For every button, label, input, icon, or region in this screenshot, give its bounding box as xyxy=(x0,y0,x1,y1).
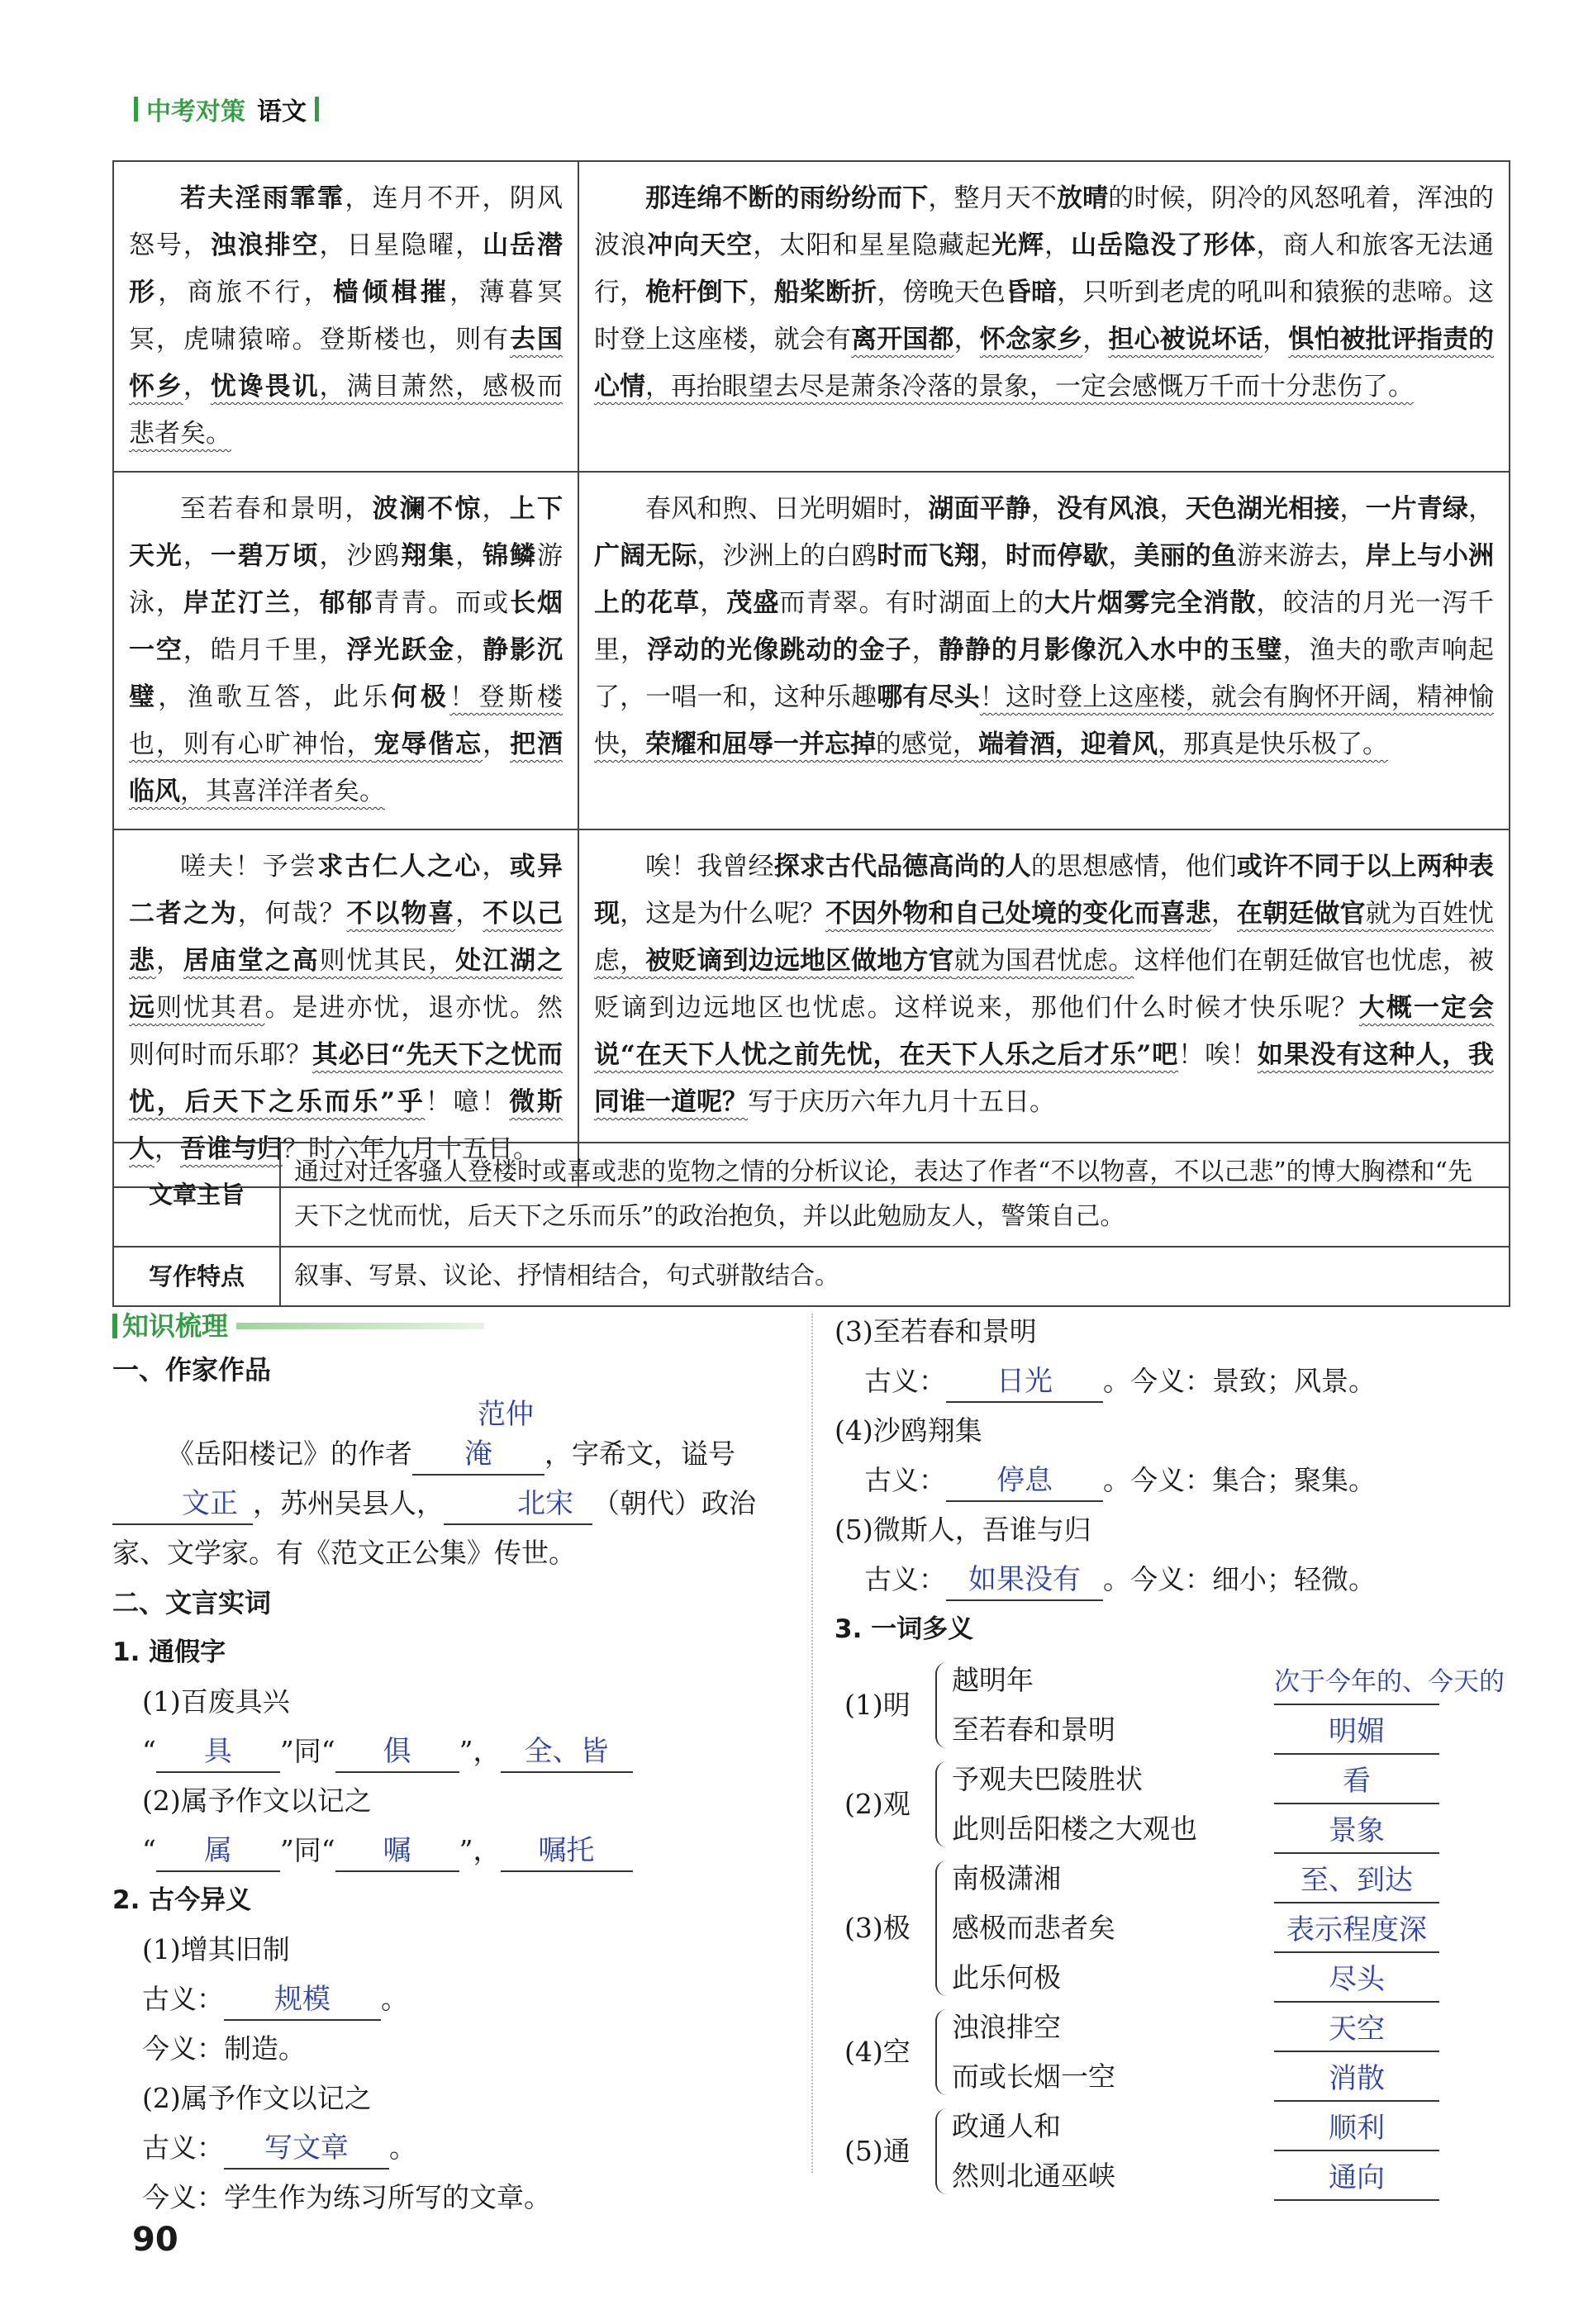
text-segment: 岸上与小洲上的花草 xyxy=(593,541,1495,618)
answer-blank[interactable]: 规模 xyxy=(224,1979,381,2021)
text-segment: 那连绵不断的雨纷纷而下 xyxy=(644,183,929,213)
text-segment: 吾谁与归 xyxy=(180,1134,283,1164)
polysemy-group xyxy=(835,1656,1562,1755)
polysemy-word: (4)空 xyxy=(844,2036,911,2068)
polysemy-answers xyxy=(1274,1854,1439,2003)
column-divider xyxy=(811,1314,813,2173)
section-header xyxy=(112,1307,790,1345)
text-segment: 锦鳞 xyxy=(483,541,538,571)
text-segment: 时而飞翔 xyxy=(877,541,980,571)
text-segment: ，这是为什么呢？ xyxy=(620,899,826,929)
text: （朝代）政治家、文学家。有《范文正公集》传世。 xyxy=(112,1487,756,1569)
answer-blank[interactable]: 俱 xyxy=(335,1732,459,1773)
header-bar-end xyxy=(315,97,319,121)
polysemy-group xyxy=(835,2102,1562,2201)
text-translation-table xyxy=(112,160,1510,1188)
text-segment: ，渔歌互答，此乐 xyxy=(158,682,392,712)
text-segment: 浊浪排空 xyxy=(210,230,320,260)
text-segment: ， xyxy=(953,325,980,354)
answer-blank[interactable]: 如果没有 xyxy=(946,1560,1103,1601)
text-segment: ，再抬眼望去尽是萧条冷落的景象，一定会感慨万千而十分悲伤了。 xyxy=(644,372,1414,402)
original-text xyxy=(129,844,563,1173)
modern-meaning: 细小；轻微。 xyxy=(1212,1563,1376,1595)
polysemy-word: (2)观 xyxy=(844,1788,911,1820)
example-sentence: 浊浪排空 xyxy=(952,2011,1061,2043)
answer-blank[interactable]: 尽头 xyxy=(1274,1958,1439,2003)
text-segment: 浮光跃金 xyxy=(346,635,456,665)
text-segment: 一碧万顷 xyxy=(210,541,320,571)
tongjia-answer-line xyxy=(112,1727,790,1776)
modern-meaning: 制造。 xyxy=(224,2032,306,2065)
running-header xyxy=(126,93,327,126)
text-segment: 大片烟雾完全消散 xyxy=(1044,588,1257,618)
gujin-item: (3)至若春和景明 xyxy=(835,1315,1037,1347)
text-segment: 的感觉， xyxy=(875,730,978,759)
text-segment: 哪有尽头 xyxy=(877,682,980,712)
text-segment: ， xyxy=(700,588,727,618)
polysemy-examples xyxy=(952,1656,1274,1755)
section-rule xyxy=(236,1323,484,1329)
text-segment: 大概一定会说“在天下人忧之前先忧，在天下人乐之后才乐”吧 xyxy=(593,993,1495,1070)
features-label: 写作特点 xyxy=(113,1247,280,1306)
text-segment: ，满目萧然，感极而悲者矣。 xyxy=(129,372,563,449)
text-segment: 居庙堂之高 xyxy=(183,946,320,976)
modern-meaning: 学生作为练习所写的文章。 xyxy=(224,2181,551,2213)
answer-blank[interactable]: 消散 xyxy=(1274,2057,1439,2102)
text-segment: ， xyxy=(1044,230,1072,260)
section-title: 知识梳理 xyxy=(122,1310,229,1342)
answer-blank[interactable]: 写文章 xyxy=(224,2128,389,2170)
text-segment: 静影沉璧 xyxy=(129,635,563,712)
text-segment: ，太阳和星星隐藏起 xyxy=(753,230,991,260)
text-segment: 离开国都 xyxy=(851,325,954,354)
subject-title: 语文 xyxy=(257,97,307,126)
text-segment: 或许不同于以上两种表现 xyxy=(593,852,1495,929)
example-sentence: 此乐何极 xyxy=(952,1961,1061,1994)
answer-blank[interactable]: 天空 xyxy=(1274,2008,1439,2052)
text-segment: 荣耀和屈辱一并忘掉 xyxy=(644,730,876,759)
example-sentence: 政通人和 xyxy=(952,2110,1061,2142)
quote: “ xyxy=(142,1834,156,1866)
text-segment: 则忧其民， xyxy=(319,946,456,976)
gujin-modern xyxy=(112,2024,790,2074)
text-segment: 去国怀乡 xyxy=(129,325,563,402)
original-text xyxy=(129,486,563,815)
text: ”同“ xyxy=(279,1834,335,1866)
text-segment: ， xyxy=(292,588,320,618)
table-row xyxy=(113,829,1510,1187)
label: 古义： xyxy=(864,1464,946,1496)
text-segment: 若夫淫雨霏霏 xyxy=(180,183,345,213)
text-segment: 处江湖之远 xyxy=(129,946,563,1023)
text-segment: 端着酒，迎着风 xyxy=(977,730,1158,759)
author-paragraph xyxy=(112,1395,790,1578)
text-segment: ，日星隐曜， xyxy=(319,230,483,260)
text-segment: ！登斯楼也，则有心旷神怡， xyxy=(129,682,563,759)
text-segment: 昏暗 xyxy=(1005,278,1058,307)
polysemy-examples xyxy=(952,2003,1274,2102)
text-segment: ， xyxy=(1210,899,1237,929)
text-segment: 不以己悲 xyxy=(129,899,563,976)
original-cell xyxy=(113,829,578,1187)
answer-blank[interactable]: 日光 xyxy=(946,1362,1103,1403)
polysemy-examples xyxy=(952,1755,1274,1854)
text-segment: 怀念家乡 xyxy=(979,325,1083,354)
text-segment: ， xyxy=(748,278,774,307)
brace xyxy=(935,1662,947,1748)
translation-text xyxy=(594,844,1494,1126)
example-sentence: 越明年 xyxy=(952,1664,1034,1696)
text-segment: ， xyxy=(1468,494,1495,524)
text-segment: 被贬谪到边远地区做地方官 xyxy=(645,946,954,976)
text-segment: ，傍晚天色 xyxy=(877,278,1006,307)
text-segment: 。是进亦忧，退亦忧。然则何时而乐耶？ xyxy=(129,993,563,1070)
text-segment: 美丽的鱼 xyxy=(1134,541,1237,571)
text-segment: 不以物喜 xyxy=(346,899,456,929)
text: ，字希文，谥号 xyxy=(544,1438,735,1470)
label: 今义： xyxy=(142,2181,224,2213)
polysemy-examples xyxy=(952,1854,1274,2003)
text-segment: 没有风浪 xyxy=(1057,494,1160,524)
section-bar xyxy=(112,1314,117,1338)
answer-blank[interactable]: 看 xyxy=(1274,1760,1439,1804)
example-sentence: 感极而悲者矣 xyxy=(952,1912,1115,1944)
text-segment: 担心被说坏话 xyxy=(1108,325,1263,354)
text-segment: ，连月不开，阴风怒号， xyxy=(129,183,563,260)
text-segment: 翔集 xyxy=(401,541,456,571)
gujin-item: (2)属予作文以记之 xyxy=(142,2082,372,2114)
text-segment: ， xyxy=(1082,325,1109,354)
text-segment: ，皎洁的月光一泻千里， xyxy=(593,588,1495,665)
text-segment: 写于庆历六年九月十五日。 xyxy=(747,1087,1055,1117)
tongjia-item: (1)百废具兴 xyxy=(142,1685,290,1718)
example-sentence: 然则北通巫峡 xyxy=(952,2160,1115,2192)
text-segment: 而青翠。有时湖面上的 xyxy=(779,588,1045,618)
text-segment: 一片青绿 xyxy=(1365,494,1469,524)
translation-cell xyxy=(578,161,1510,472)
text-segment: 求古仁人之心 xyxy=(317,852,483,882)
theme-value: 通过对迁客骚人登楼时或喜或悲的览物之情的分析议论，表达了作者“不以物喜，不以己悲”的博大胸襟和“先天下之忧而忧，后天下之乐而乐”的政治抱负，并以此勉励友人，警策自己。 xyxy=(280,1143,1510,1247)
text-segment: ， xyxy=(455,899,483,929)
heading-polysemy: 3. 一词多义 xyxy=(835,1614,974,1644)
text-segment: 的时候，阴冷的风怒吼着，浑浊的波浪 xyxy=(593,183,1495,260)
label: 今义： xyxy=(142,2032,224,2065)
text-segment: 茂盛 xyxy=(726,588,780,618)
table-row xyxy=(113,1247,1510,1306)
text-segment: 或异二者之为 xyxy=(129,852,563,929)
text-segment: 静静的月影像沉入水中的玉璧 xyxy=(938,635,1283,665)
text-segment: ，何哉？ xyxy=(237,899,347,929)
text-segment: ，皓月千里， xyxy=(183,635,347,665)
gujin-ancient: 古义： 写文章 。 xyxy=(112,2123,790,2173)
brace xyxy=(935,1761,947,1847)
text-segment: ，薄暮冥冥，虎啸猿啼。登斯楼也，则有 xyxy=(129,278,563,354)
tongjia-item: (2)属予作文以记之 xyxy=(142,1785,372,1817)
table-row xyxy=(113,1143,1510,1247)
gujin-line: 古义： 日光 。今义：景致；风景。 xyxy=(835,1357,1562,1406)
original-text xyxy=(129,175,563,458)
table-row xyxy=(113,472,1510,829)
modern-meaning: 集合；聚集。 xyxy=(1212,1464,1376,1496)
gujin-modern xyxy=(112,2173,790,2222)
text-segment: ， xyxy=(483,730,511,759)
answer-posthumous-name[interactable]: 文正 xyxy=(112,1484,253,1525)
text-segment: 惧怕被批评指责的心情 xyxy=(593,325,1495,402)
left-column xyxy=(112,1307,790,2222)
text-segment: 波澜不惊 xyxy=(372,494,483,524)
polysemy-word: (5)通 xyxy=(844,2135,911,2167)
gujin-line: 古义： 停息 。今义：集合；聚集。 xyxy=(835,1456,1562,1505)
text-segment: ， xyxy=(482,852,510,882)
text-segment: ， xyxy=(482,494,510,524)
text-segment: ，整月天不 xyxy=(928,183,1058,213)
label: 古义： xyxy=(142,2132,224,2164)
gujin-line: 古义： 如果没有 。今义：细小；轻微。 xyxy=(835,1555,1562,1604)
answer-blank[interactable]: 具 xyxy=(156,1732,280,1773)
text-segment: ， xyxy=(1339,494,1366,524)
text-segment: 郁郁 xyxy=(319,588,374,618)
text-segment: ，那真是快乐极了。 xyxy=(1157,730,1388,759)
text-segment: 春风和煦、日光明媚时， xyxy=(644,494,929,524)
translation-text xyxy=(594,486,1494,768)
text-segment: 游泳， xyxy=(129,541,563,618)
text-segment: 微斯人 xyxy=(129,1087,563,1164)
text: ”， xyxy=(459,1834,501,1866)
answer-blank[interactable]: 通向 xyxy=(1274,2156,1439,2201)
text: ”同“ xyxy=(279,1735,335,1767)
text-segment: 宠辱偕忘 xyxy=(373,730,483,759)
text-segment: 时而停歇 xyxy=(1005,541,1109,571)
text-segment: ， xyxy=(183,372,211,402)
text: ”， xyxy=(459,1735,501,1767)
text-segment: ， xyxy=(1108,541,1134,571)
answer-blank[interactable]: 明媚 xyxy=(1274,1710,1439,1755)
text-segment: ！这时登上这座楼，就会有胸怀开阔，精神愉快， xyxy=(593,682,1495,759)
gujin-item: (1)增其旧制 xyxy=(142,1933,290,1965)
polysemy-answers xyxy=(1274,2102,1439,2201)
right-column xyxy=(835,1307,1562,2201)
original-cell xyxy=(113,472,578,829)
answer-author[interactable]: 范仲淹 xyxy=(412,1395,544,1476)
example-sentence: 予观夫巴陵胜状 xyxy=(952,1763,1143,1795)
text-segment: ， xyxy=(911,635,939,665)
text-segment: ，渔夫的歌声响起了，一唱一和，这种乐趣 xyxy=(593,635,1495,712)
text-segment: 上下天光 xyxy=(129,494,563,571)
brace xyxy=(935,2009,947,2095)
text-segment: 放晴 xyxy=(1057,183,1109,213)
text-segment: ， xyxy=(455,635,483,665)
text-segment: ，沙洲上的白鸥 xyxy=(697,541,877,571)
translation-text xyxy=(594,175,1494,411)
text-segment: ， xyxy=(1159,494,1186,524)
text-segment: 探求古代品德高尚的人 xyxy=(773,852,1031,882)
polysemy-list xyxy=(835,1656,1562,2201)
label: 古义： xyxy=(864,1365,946,1397)
answer-blank[interactable]: 景象 xyxy=(1274,1809,1439,1854)
text-segment: 山岳隐没了形体 xyxy=(1071,230,1257,260)
polysemy-group xyxy=(835,1854,1562,2003)
header-bar xyxy=(134,97,138,121)
quote: “ xyxy=(142,1735,156,1767)
theme-label: 文章主旨 xyxy=(113,1143,280,1247)
text-segment: 岸芷汀兰 xyxy=(183,588,292,618)
gujin-item: (5)微斯人，吾谁与归 xyxy=(835,1514,1091,1546)
text-segment: 冲向天空 xyxy=(647,230,754,260)
text-segment: 则忧其君 xyxy=(155,993,265,1023)
text-segment: 山岳潜形 xyxy=(129,230,563,307)
label: 今义： xyxy=(1130,1365,1212,1397)
polysemy-group xyxy=(835,2003,1562,2102)
translation-cell xyxy=(578,472,1510,829)
text-segment: ， xyxy=(455,541,483,571)
features-value: 叙事、写景、议论、抒情相结合，句式骈散结合。 xyxy=(280,1247,1510,1306)
text-segment: ， xyxy=(155,1134,180,1164)
polysemy-word: (3)极 xyxy=(844,1912,911,1944)
polysemy-group xyxy=(835,1755,1562,1854)
brace xyxy=(935,2108,947,2194)
translation-cell xyxy=(578,829,1510,1187)
tongjia-answer-line xyxy=(112,1826,790,1875)
text-segment: ，商人和旅客无法通行， xyxy=(593,230,1495,307)
text-segment: ， xyxy=(155,946,183,976)
text-segment: 就为国君忧虑。 xyxy=(953,946,1134,976)
brace xyxy=(935,1861,947,1996)
text: ，苏州吴县人， xyxy=(253,1487,444,1519)
answer-blank[interactable]: 至、到达 xyxy=(1274,1859,1439,1903)
answer-blank[interactable]: 嘱 xyxy=(335,1831,459,1872)
text-segment: 唉！我曾经 xyxy=(644,852,774,882)
polysemy-answers xyxy=(1274,1755,1439,1854)
answer-blank[interactable]: 停息 xyxy=(946,1461,1103,1502)
answer-blank[interactable]: 顺利 xyxy=(1274,2107,1439,2151)
heading-gujin: 2. 古今异义 xyxy=(112,1885,252,1915)
page-number: 90 xyxy=(132,2221,178,2259)
text-segment: 至若春和景明， xyxy=(180,494,373,524)
label: 今义： xyxy=(1130,1563,1212,1595)
heading-authors: 一、作家作品 xyxy=(112,1354,272,1385)
text-segment: 长烟一空 xyxy=(129,588,563,665)
text-segment: 不因外物和自己处境的变化而喜悲 xyxy=(825,899,1211,929)
example-sentence: 而或长烟一空 xyxy=(952,2060,1115,2093)
text-segment: 嗟夫！予尝 xyxy=(180,852,318,882)
answer-blank[interactable]: 属 xyxy=(156,1831,280,1872)
text-segment: 把酒临风 xyxy=(129,730,563,806)
text-segment: 湖面平静 xyxy=(928,494,1031,524)
text-segment: 樯倾楫摧 xyxy=(333,278,450,307)
heading-tongjia: 1. 通假字 xyxy=(112,1637,226,1667)
text-segment: 如果没有这种人，我同谁一道呢？ xyxy=(593,1040,1494,1117)
answer-blank[interactable]: 嘱托 xyxy=(501,1831,633,1872)
text-segment: 广阔无际 xyxy=(593,541,697,571)
polysemy-answers xyxy=(1274,1656,1505,1755)
text-segment: ，其喜洋洋者矣。 xyxy=(180,777,385,806)
gujin-ancient: 古义： 规模 。 xyxy=(112,1975,790,2024)
summary-table xyxy=(112,1142,1510,1307)
label: 古义： xyxy=(142,1983,224,2015)
text-segment: ， xyxy=(979,541,1006,571)
answer-dynasty[interactable]: 北宋 xyxy=(444,1484,592,1525)
text-segment: 游来游去， xyxy=(1237,541,1366,571)
table-row xyxy=(113,161,1510,472)
text-segment: 在朝廷做官 xyxy=(1236,899,1366,929)
text-segment: ， xyxy=(183,541,211,571)
example-sentence: 南极潇湘 xyxy=(952,1862,1061,1894)
polysemy-word: (1)明 xyxy=(844,1689,911,1721)
text-segment: ，沙鸥 xyxy=(319,541,402,571)
text-segment: 就为百姓忧虑， xyxy=(593,899,1495,976)
text-segment: ， xyxy=(1263,325,1289,354)
text-segment: 桅杆倒下 xyxy=(645,278,749,307)
series-title: 中考对策 xyxy=(146,97,245,126)
text-segment: ！唉！ xyxy=(1178,1040,1258,1070)
example-sentence: 至若春和景明 xyxy=(952,1713,1115,1746)
label: 今义： xyxy=(1130,1464,1212,1496)
text-segment: 青青。而或 xyxy=(373,588,511,618)
answer-blank[interactable]: 表示程度深 xyxy=(1274,1908,1439,1953)
text-segment: ，只听到老虎的吼叫和猿猴的悲啼。这时登上这座楼，就会有 xyxy=(593,278,1495,354)
label: 古义： xyxy=(864,1563,946,1595)
text-segment: 何极 xyxy=(391,682,450,712)
text-segment: 这样他们在朝廷做官也忧虑，被贬谪到边远地区也忧虑。这样说来，那他们什么时候才快乐呢？ xyxy=(593,946,1495,1023)
text-segment: 浮动的光像跳动的金子 xyxy=(647,635,912,665)
text-segment: 天色湖光相接 xyxy=(1185,494,1340,524)
text: 《岳阳楼记》的作者 xyxy=(167,1438,412,1470)
original-cell xyxy=(113,161,578,472)
text-segment: 的思想感情，他们 xyxy=(1030,852,1237,882)
text-segment: 船桨断折 xyxy=(773,278,877,307)
answer-blank[interactable]: 全、皆 xyxy=(501,1732,633,1773)
text-segment: 忧谗畏讥 xyxy=(210,372,320,402)
heading-vocab: 二、文言实词 xyxy=(112,1587,272,1618)
text-segment: ！噫！ xyxy=(425,1087,510,1117)
example-sentence: 此则岳阳楼之大观也 xyxy=(952,1813,1197,1845)
text-segment: 光辉 xyxy=(991,230,1045,260)
text-segment: 其必曰“先天下之忧而忧，后天下之乐而乐”乎 xyxy=(129,1040,563,1117)
answer-blank[interactable]: 次于今年的、今天的 xyxy=(1274,1661,1439,1705)
polysemy-answers xyxy=(1274,2003,1439,2102)
modern-meaning: 景致；风景。 xyxy=(1212,1365,1376,1397)
polysemy-examples xyxy=(952,2102,1274,2201)
text-segment: ， xyxy=(1030,494,1058,524)
text-segment: ？时六年九月十五日。 xyxy=(283,1134,539,1164)
text-segment: ，商旅不行， xyxy=(158,278,334,307)
gujin-item: (4)沙鸥翔集 xyxy=(835,1414,982,1447)
